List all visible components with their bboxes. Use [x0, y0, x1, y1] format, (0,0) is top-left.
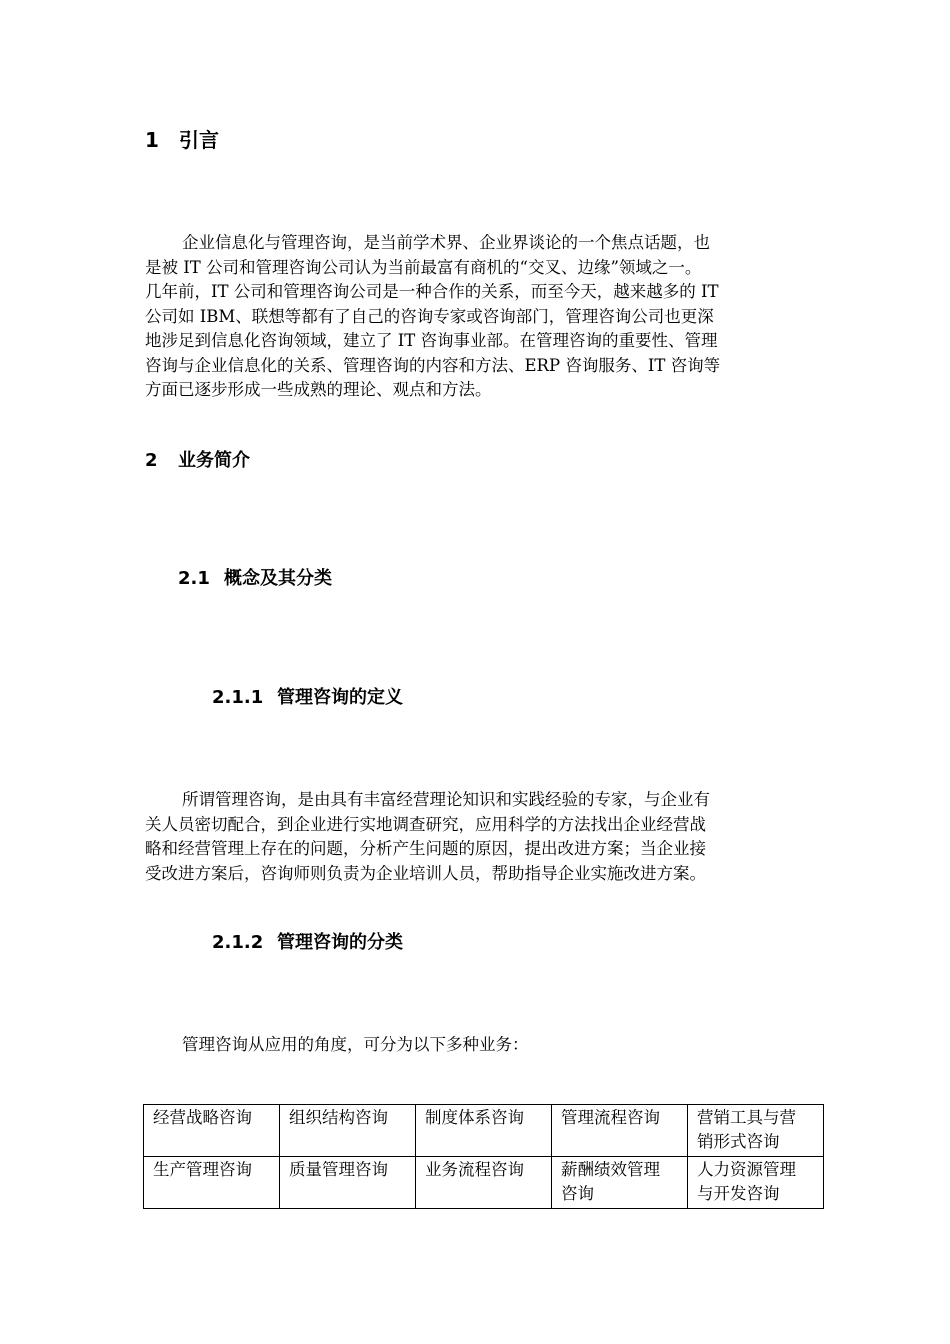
definition-paragraph — [145, 788, 710, 886]
table-row — [144, 1157, 824, 1209]
heading-2-1 — [178, 564, 332, 590]
paragraph-line: 公司如 IBM、联想等都有了自己的咨询专家或咨询部门，管理咨询公司也更深 — [145, 306, 714, 326]
heading-number: 2.1 — [178, 568, 210, 589]
paragraph-line: 关人员密切配合，到企业进行实地调查研究，应用科学的方法找出企业经营战 — [145, 814, 706, 834]
heading-number: 2 — [145, 450, 158, 471]
consulting-types-table — [143, 1104, 824, 1209]
paragraph-line: 方面已逐步形成一些成熟的理论、观点和方法。 — [145, 380, 492, 399]
cell-text: 组织结构咨询 — [289, 1108, 388, 1127]
heading-1 — [145, 124, 219, 153]
heading-title: 管理咨询的定义 — [277, 687, 403, 708]
table-cell — [144, 1157, 280, 1209]
paragraph-line: 略和经营管理上存在的问题，分析产生问题的原因，提出改进方案；当企业接 — [145, 839, 706, 858]
cell-text: 制度体系咨询 — [425, 1108, 524, 1127]
table-cell — [144, 1105, 280, 1157]
table-cell — [552, 1157, 688, 1209]
intro-paragraph — [145, 231, 720, 403]
paragraph-line: 咨询与企业信息化的关系、管理咨询的内容和方法、ERP 咨询服务、IT 咨询等 — [145, 355, 721, 375]
table-cell — [416, 1157, 552, 1209]
table-cell — [280, 1157, 416, 1209]
paragraph-line: 是被 IT 公司和管理咨询公司认为当前最富有商机的“交叉、边缘”领域之一。 — [145, 257, 702, 277]
cell-text: 质量管理咨询 — [289, 1160, 388, 1179]
paragraph-line: 所谓管理咨询，是由具有丰富经营理论知识和实践经验的专家，与企业有 — [182, 790, 710, 809]
heading-2-1-1 — [212, 683, 403, 709]
heading-title: 管理咨询的分类 — [277, 932, 403, 953]
cell-text: 业务流程咨询 — [425, 1160, 524, 1179]
heading-2 — [145, 446, 250, 472]
heading-title: 业务简介 — [178, 450, 250, 471]
paragraph-line: 管理咨询从应用的角度，可分为以下多种业务： — [182, 1035, 529, 1054]
paragraph-line: 地涉足到信息化咨询领域，建立了 IT 咨询事业部。在管理咨询的重要性、管理 — [145, 331, 718, 350]
paragraph-line: 企业信息化与管理咨询，是当前学术界、企业界谈论的一个焦点话题，也 — [182, 233, 710, 252]
heading-title: 引言 — [179, 128, 219, 152]
cell-text: 营销工具与营 — [697, 1108, 796, 1127]
cell-text: 薪酬绩效管理 — [561, 1160, 660, 1179]
heading-2-1-2 — [212, 928, 403, 954]
cell-text: 咨询 — [561, 1184, 594, 1203]
cell-text: 与开发咨询 — [697, 1184, 780, 1203]
paragraph-line: 受改进方案后，咨询师则负责为企业培训人员，帮助指导企业实施改进方案。 — [145, 863, 706, 883]
table-cell — [688, 1157, 824, 1209]
table-row — [144, 1105, 824, 1157]
heading-number: 2.1.1 — [212, 687, 264, 708]
cell-text: 管理流程咨询 — [561, 1108, 660, 1127]
classification-intro — [145, 1033, 529, 1058]
cell-text: 经营战略咨询 — [153, 1108, 252, 1127]
table-cell — [552, 1105, 688, 1157]
heading-number: 2.1.2 — [212, 932, 264, 953]
table-cell — [416, 1105, 552, 1157]
cell-text: 生产管理咨询 — [153, 1160, 252, 1179]
heading-number: 1 — [145, 128, 159, 152]
cell-text: 销形式咨询 — [697, 1132, 780, 1151]
paragraph-line: 几年前，IT 公司和管理咨询公司是一种合作的关系，而至今天，越来越多的 IT — [145, 282, 719, 301]
table-cell — [688, 1105, 824, 1157]
cell-text: 人力资源管理 — [697, 1160, 796, 1179]
table-cell — [280, 1105, 416, 1157]
heading-title: 概念及其分类 — [224, 568, 332, 589]
